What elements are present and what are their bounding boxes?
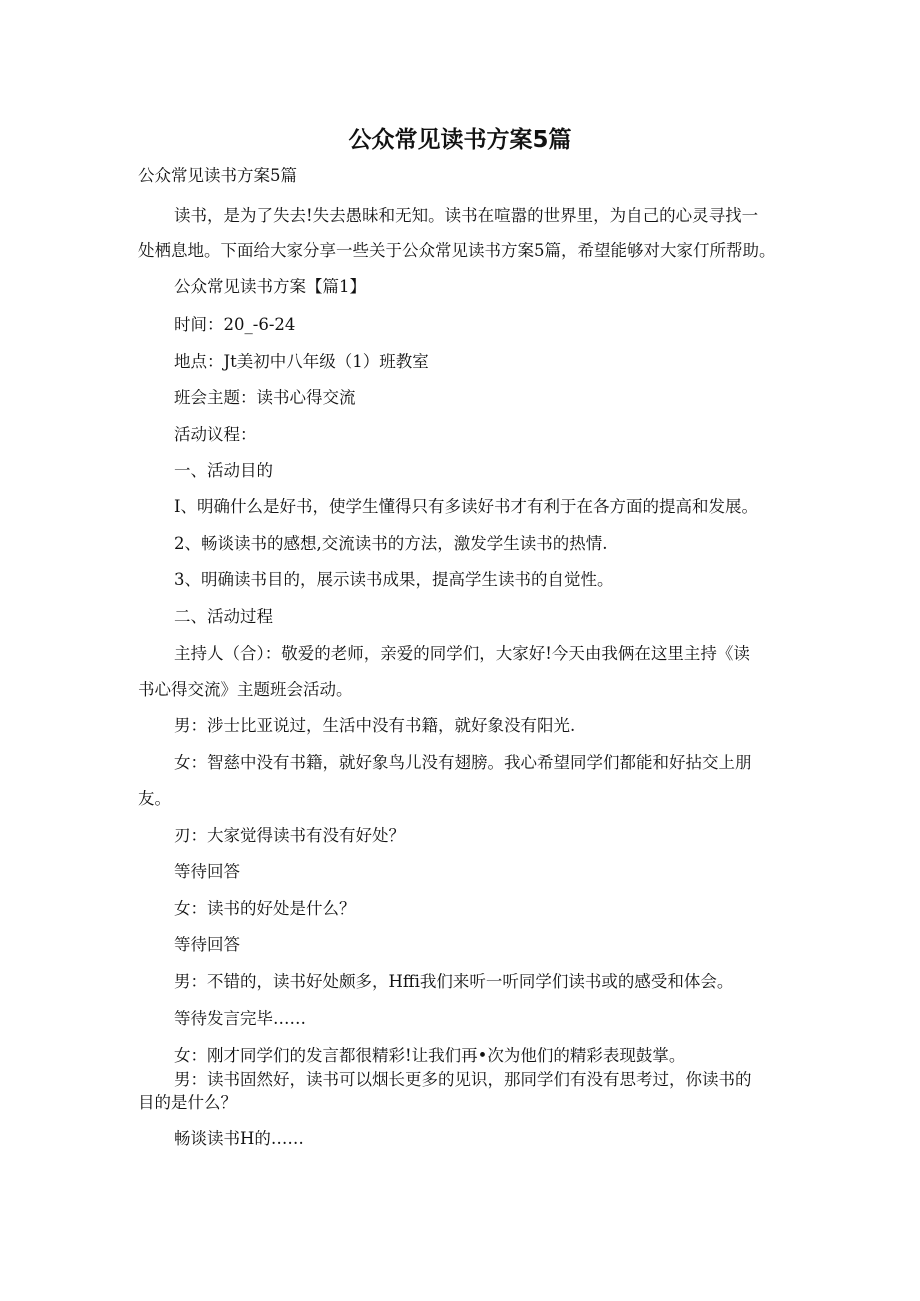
- host-line-1: 主持人（合）：敬爱的老师，亲爱的同学们，大家好!今天由我俩在这里主持《读: [174, 644, 750, 663]
- dialogue-line: 女：智慈中没有书籍，就好象鸟儿没有翅膀。我心希望同学们都能和好拈交上朋: [174, 753, 752, 772]
- dialogue-line: 女：刚才同学们的发言都很精彩!让我们再•次为他们的精彩表现鼓掌。: [174, 1046, 686, 1065]
- host-line-2: 书心得交流》主题班会活动。: [138, 680, 353, 699]
- dialogue-line: 男：读书固然好，读书可以烟长更多的见识，那同学们有没有思考过，你读书的: [174, 1070, 752, 1089]
- section-heading: 公众常见读书方案【篇1】: [174, 277, 366, 296]
- place-line: 地点：Jt美初中八年级（1）班教室: [174, 352, 429, 371]
- dialogue-line: 男：不错的，读书好处颇多，Hffi我们来听一听同学们读书或的感受和体会。: [174, 972, 734, 991]
- intro-line-2: 处栖息地。下面给大家分享一些关于公众常见读书方案5篇，希望能够对大家仃所帮助。: [138, 241, 776, 260]
- dialogue-line: 等待回答: [174, 935, 240, 954]
- agenda-line: 活动议程：: [174, 425, 257, 444]
- dialogue-line: 刃：大家觉得读书有没有好处？: [174, 826, 405, 845]
- dialogue-line: 等待回答: [174, 862, 240, 881]
- dialogue-line: 女：读书的好处是什么？: [174, 899, 356, 918]
- purpose-item-2: 2、畅谈读书的感想,交流读书的方法，激发学生读书的热情.: [174, 534, 608, 553]
- dialogue-line: 等待发言完毕……: [174, 1009, 306, 1028]
- purpose-item-1: I、明确什么是好书，使学生懂得只有多读好书才有利于在各方面的提高和发展。: [174, 497, 759, 516]
- dialogue-line: 男：涉士比亚说过，生活中没有书籍，就好象没有阳光.: [174, 716, 576, 735]
- purpose-item-3: 3、明确读书目的，展示读书成果，提高学生读书的自觉性。: [174, 570, 614, 589]
- purpose-heading: 一、活动目的: [174, 461, 273, 480]
- process-heading: 二、活动过程: [174, 607, 273, 626]
- dialogue-line: 友。: [138, 789, 171, 808]
- theme-line: 班会主题：读书心得交流: [174, 388, 356, 407]
- dialogue-line: 目的是什么？: [138, 1093, 237, 1112]
- document-subtitle: 公众常见读书方案5篇: [138, 166, 297, 185]
- dialogue-line: 畅谈读书H的……: [174, 1129, 304, 1148]
- document-title: 公众常见读书方案5篇: [348, 127, 572, 153]
- time-line: 时间：20_-6-24: [174, 315, 296, 334]
- intro-line-1: 读书，是为了失去!失去愚昧和无知。读书在喧嚣的世界里，为自己的心灵寻找一: [174, 206, 759, 225]
